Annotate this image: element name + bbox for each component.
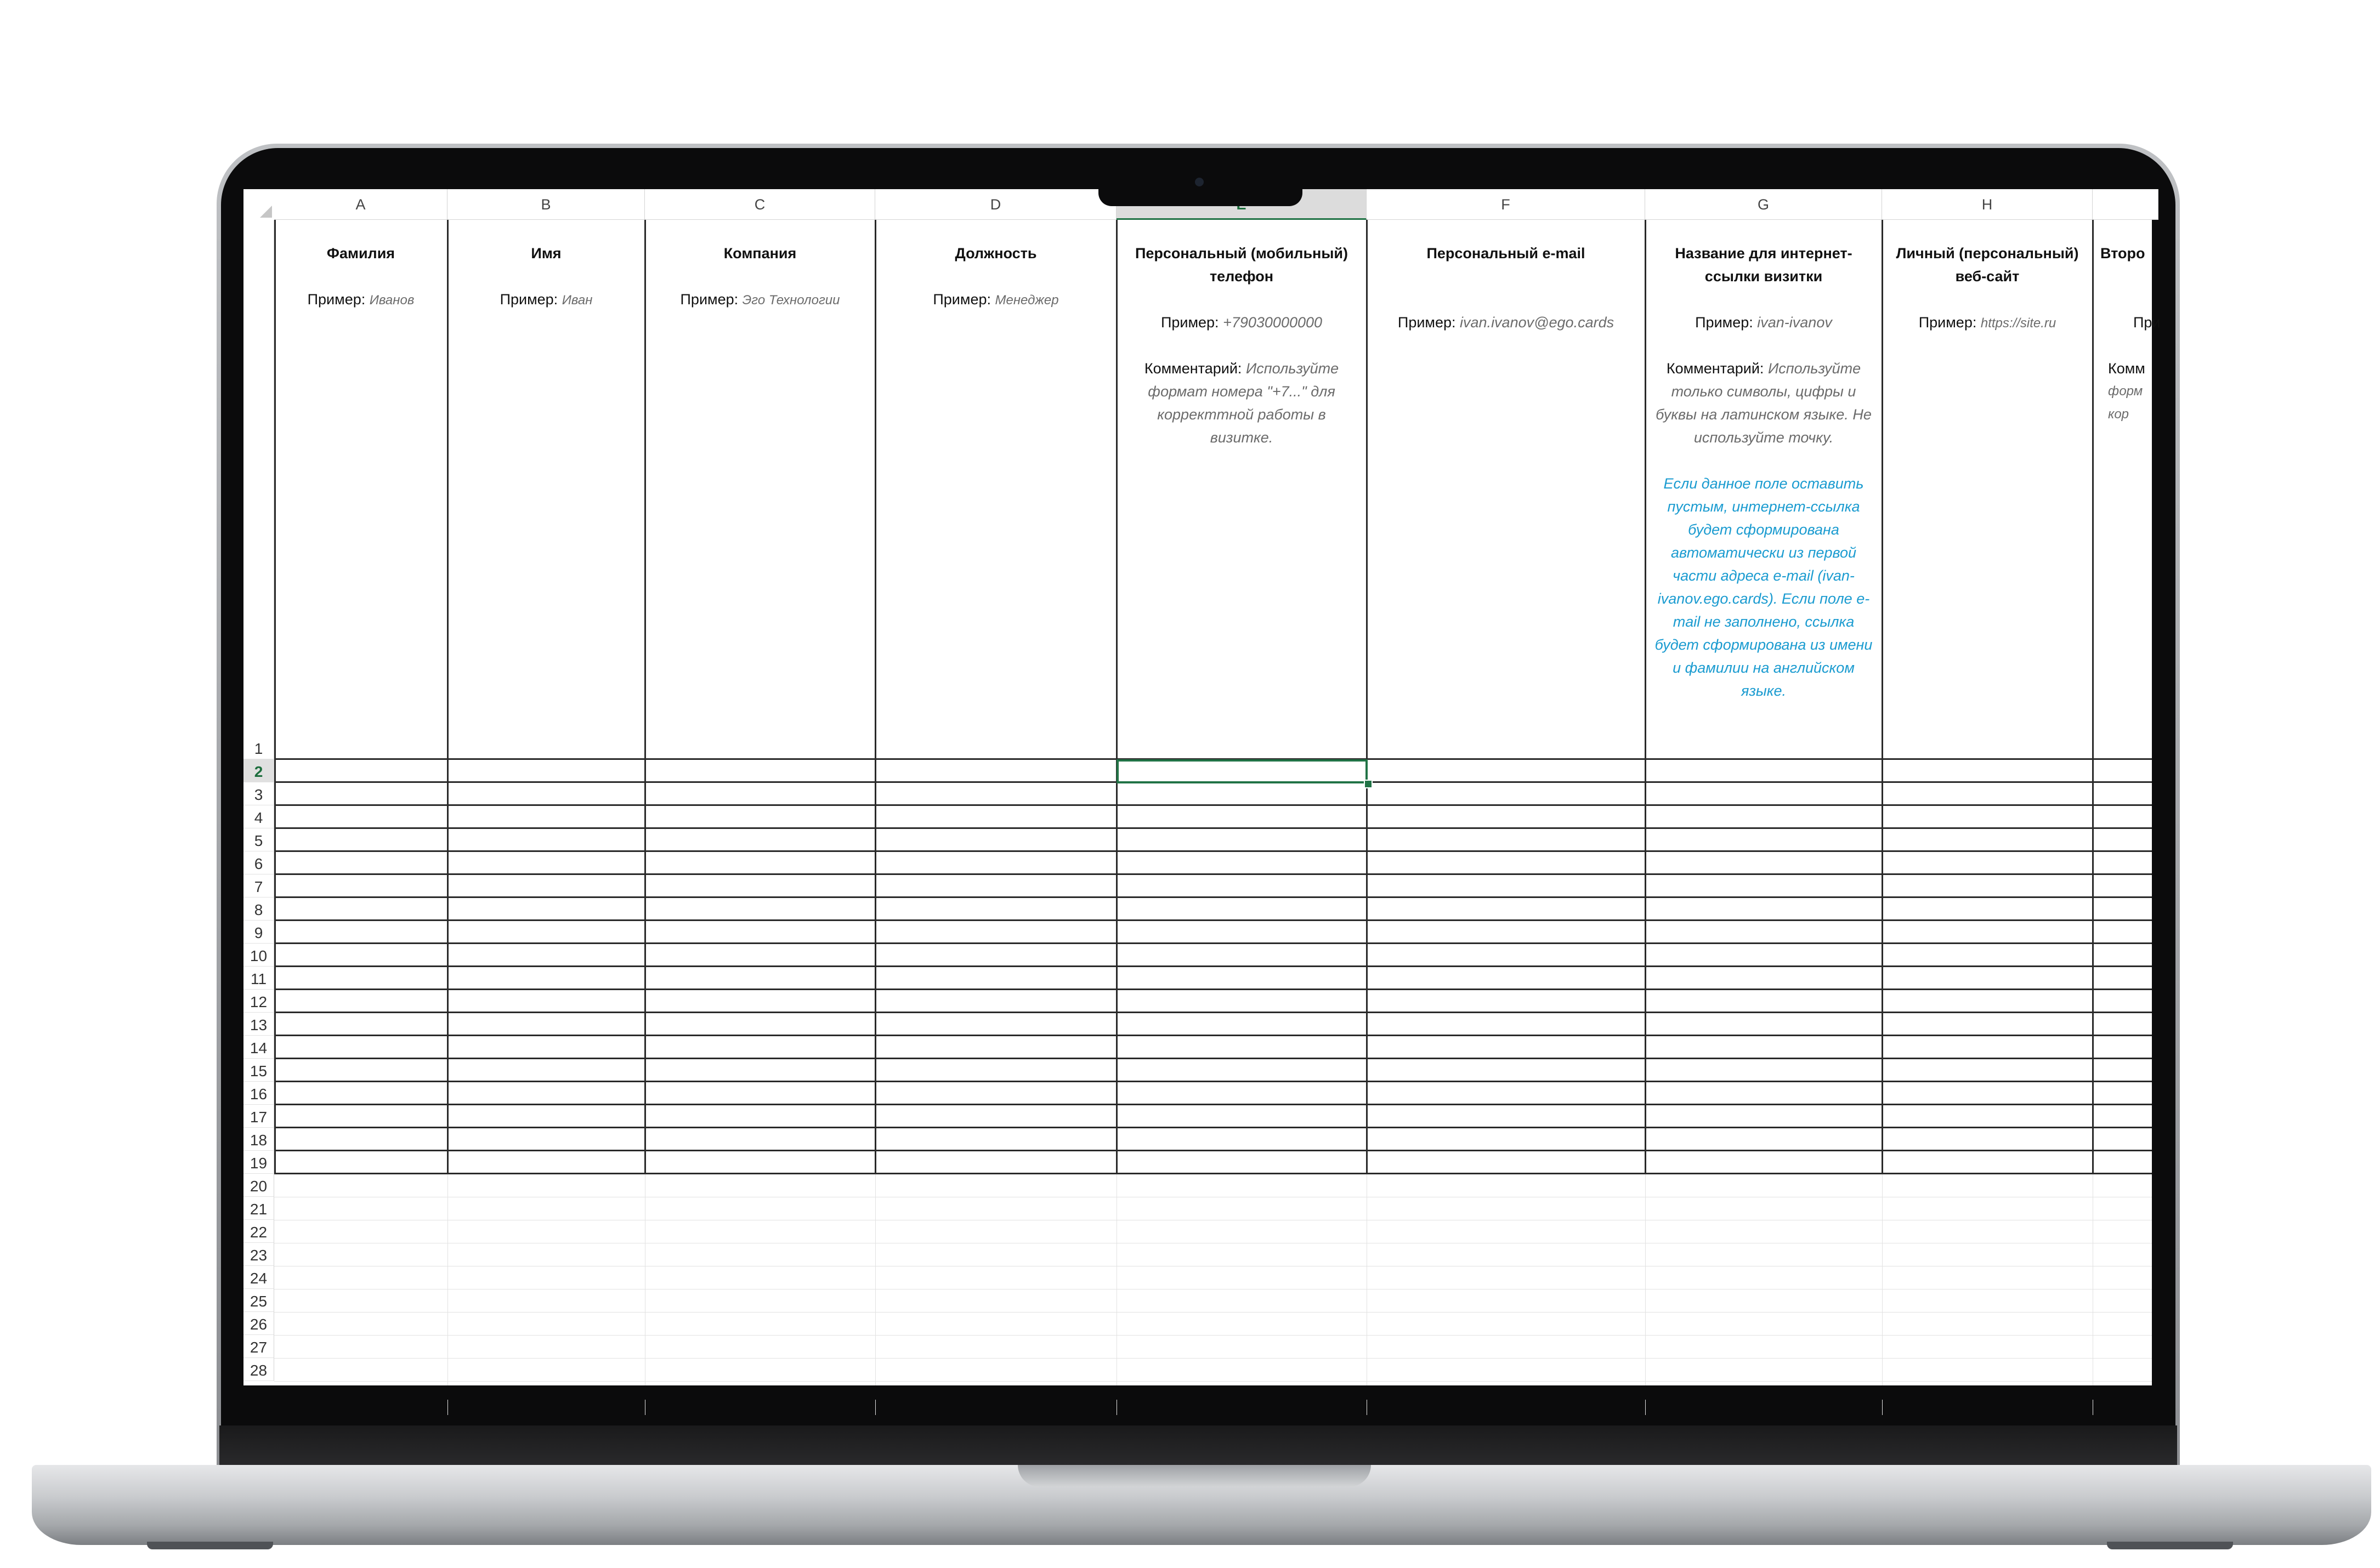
comment-label: Комментарий: <box>1666 360 1764 377</box>
active-cell-e2[interactable] <box>1117 759 1368 783</box>
example-label: Пример: <box>1918 314 1977 331</box>
row-header-18[interactable]: 18 <box>243 1128 274 1151</box>
screen-bottom-bezel <box>243 1385 2152 1400</box>
header-cell-e[interactable] <box>1117 220 1367 449</box>
column-header-d[interactable]: D <box>875 189 1117 220</box>
row-header-17[interactable]: 17 <box>243 1105 274 1128</box>
example-label: При <box>2133 314 2161 331</box>
column-title: Персональный (мобильный) телефон <box>1135 245 1348 285</box>
row-header-8[interactable]: 8 <box>243 897 274 921</box>
spreadsheet-screen <box>243 189 2161 1385</box>
column-header-g[interactable]: G <box>1645 189 1882 220</box>
row-header-2[interactable]: 2 <box>243 759 274 782</box>
column-title: Должность <box>955 245 1037 262</box>
column-header-h[interactable]: H <box>1882 189 2093 220</box>
row-header-5[interactable]: 5 <box>243 828 274 851</box>
comment-value: форм кор <box>2108 384 2143 422</box>
row-header-28[interactable]: 28 <box>243 1358 274 1381</box>
trackpad-notch <box>1018 1465 1371 1487</box>
header-cell-c[interactable] <box>645 220 875 312</box>
comment <box>1124 357 1359 449</box>
row-header-25[interactable]: 25 <box>243 1289 274 1312</box>
header-cell-g[interactable] <box>1645 220 1882 702</box>
column-header-a[interactable]: A <box>274 189 447 220</box>
row-header-4[interactable]: 4 <box>243 805 274 828</box>
cell-grid[interactable] <box>274 220 2161 1385</box>
camera-icon <box>1195 178 1204 186</box>
example-label: Пример: <box>680 291 739 308</box>
laptop-foot-right <box>2107 1542 2233 1549</box>
column-title: Второ <box>2100 245 2145 262</box>
row-header-6[interactable]: 6 <box>243 851 274 874</box>
comment-label: Комм <box>2108 360 2145 377</box>
row-header-13[interactable]: 13 <box>243 1013 274 1036</box>
column-title: Фамилия <box>326 245 395 262</box>
row-header-11[interactable]: 11 <box>243 967 274 990</box>
row-header-16[interactable]: 16 <box>243 1082 274 1105</box>
comment-label: Комментарий: <box>1144 360 1242 377</box>
column-title: Название для интернет-ссылки визитки <box>1675 245 1852 285</box>
header-cell-i[interactable] <box>2093 220 2202 426</box>
column-header-c[interactable]: C <box>645 189 875 220</box>
row-header-3[interactable]: 3 <box>243 782 274 805</box>
row-header-20[interactable]: 20 <box>243 1174 274 1197</box>
row-header-1[interactable]: 1 <box>243 220 274 759</box>
comment <box>1653 357 1874 449</box>
fill-handle[interactable] <box>1364 780 1373 788</box>
row-header-10[interactable]: 10 <box>243 944 274 967</box>
column-header-b[interactable]: B <box>447 189 645 220</box>
example-value: https://site.ru <box>1980 316 2056 331</box>
example-value: Менеджер <box>995 293 1059 308</box>
link-note: Если данное поле оставить пустым, интернет-ссылка будет сформирована автоматически из первой части адреса e-mail (ivan-ivanov.ego.cards). Если поле e-mail не заполнено, ссылка будет сформирована из имени и фамилии на английском языке. <box>1654 475 1873 699</box>
row-header-23[interactable]: 23 <box>243 1243 274 1266</box>
row-header-12[interactable]: 12 <box>243 990 274 1013</box>
select-all-corner[interactable] <box>243 189 275 220</box>
header-cell-h[interactable] <box>1882 220 2093 335</box>
example-value: ivan-ivanov <box>1757 314 1832 331</box>
row-header-19[interactable]: 19 <box>243 1151 274 1174</box>
example-value: +79030000000 <box>1223 314 1323 331</box>
comment-value: Используйте формат номера "+7..." для корректтной работы в визитке. <box>1148 360 1339 446</box>
row-header-26[interactable]: 26 <box>243 1312 274 1335</box>
example-label: Пример: <box>307 291 366 308</box>
row-header-24[interactable]: 24 <box>243 1266 274 1289</box>
header-cell-a[interactable] <box>274 220 447 312</box>
laptop-hinge <box>219 1425 2177 1467</box>
example-label: Пример: <box>500 291 558 308</box>
header-cell-d[interactable] <box>875 220 1117 312</box>
example-label: Пример: <box>1160 314 1219 331</box>
column-title: Персональный e-mail <box>1426 245 1585 262</box>
row-header-27[interactable]: 27 <box>243 1335 274 1358</box>
laptop-foot-left <box>147 1542 273 1549</box>
example-value: ivan.ivanov@ego.cards <box>1460 314 1614 331</box>
row-header-9[interactable]: 9 <box>243 921 274 944</box>
column-title: Имя <box>531 245 562 262</box>
column-header-f[interactable]: F <box>1367 189 1645 220</box>
row-header-15[interactable]: 15 <box>243 1059 274 1082</box>
example-label: Пример: <box>933 291 991 308</box>
example-value: Иванов <box>369 293 415 308</box>
row-header-14[interactable]: 14 <box>243 1036 274 1059</box>
example-label: Пример: <box>1397 314 1456 331</box>
example-label: Пример: <box>1695 314 1753 331</box>
column-header-i[interactable] <box>2093 189 2158 220</box>
row-header-22[interactable]: 22 <box>243 1220 274 1243</box>
example-value: Иван <box>562 293 593 308</box>
row-header-7[interactable]: 7 <box>243 874 274 897</box>
row-header-21[interactable]: 21 <box>243 1197 274 1220</box>
example-value: Эго Технологии <box>742 293 840 308</box>
header-cell-f[interactable] <box>1367 220 1645 334</box>
column-title: Личный (персональный) веб-сайт <box>1896 245 2079 285</box>
column-title: Компания <box>723 245 797 262</box>
header-cell-b[interactable] <box>447 220 645 312</box>
comment-value: Используйте только символы, цифры и буквы на латинском языке. Не используйте точку. <box>1656 360 1872 446</box>
